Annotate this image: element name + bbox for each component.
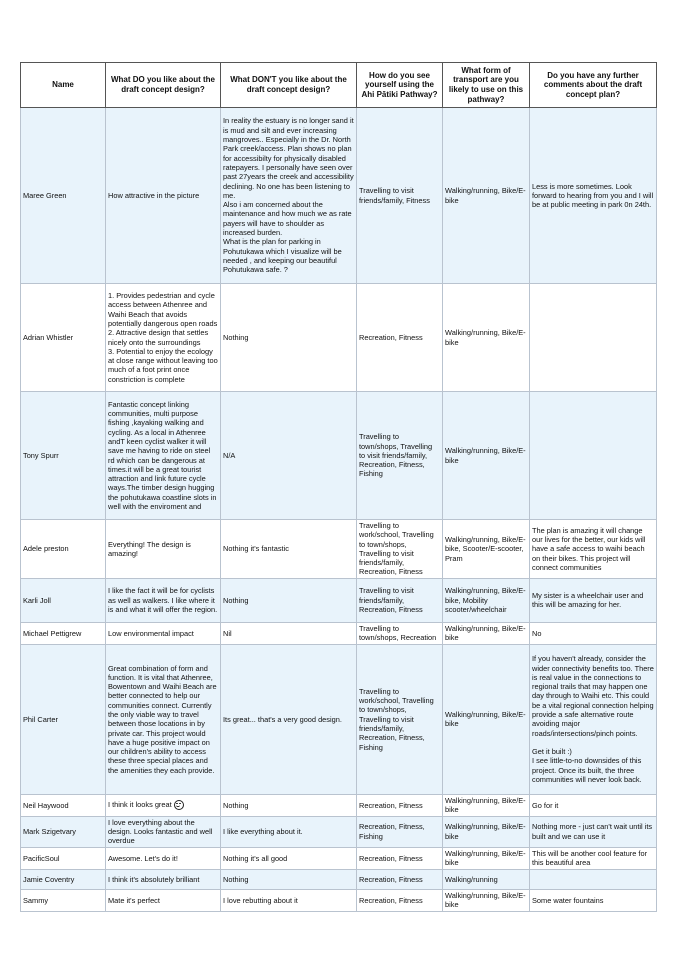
cell-transport: Walking/running [443, 869, 530, 889]
cell-comments: My sister is a wheelchair user and this will be amazing for her. [530, 578, 657, 622]
cell-comments [530, 392, 657, 520]
header-row [21, 63, 657, 108]
cell-comments [530, 284, 657, 392]
cell-name: Neil Haywood [21, 794, 106, 816]
header-like: What DO you like about the draft concept design? [106, 63, 221, 108]
cell-name: Jamie Coventry [21, 869, 106, 889]
cell-name: Adele preston [21, 520, 106, 579]
cell-dislike: Its great... that's a very good design. [221, 644, 357, 794]
cell-name: Maree Green [21, 108, 106, 284]
cell-like: How attractive in the picture [106, 108, 221, 284]
cell-transport: Walking/running, Bike/E-bike [443, 889, 530, 911]
cell-usage: Recreation, Fitness [357, 847, 443, 869]
cell-comments: Less is more sometimes. Look forward to hearing from you and I will be at public meeting in park 0n 24th. [530, 108, 657, 284]
table-row [21, 644, 657, 794]
table-row [21, 392, 657, 520]
header-usage: How do you see yourself using the Ahi Pātiki Pathway? [357, 63, 443, 108]
cell-dislike: I like everything about it. [221, 816, 357, 847]
cell-usage: Travelling to visit friends/family, Fitness [357, 108, 443, 284]
cell-like: Awesome. Let's do it! [106, 847, 221, 869]
cell-dislike: Nothing [221, 284, 357, 392]
table-row [21, 816, 657, 847]
cell-transport: Walking/running, Bike/E-bike [443, 392, 530, 520]
cell-like: I like the fact it will be for cyclists as well as walkers. I like where it is and what it will offer the region. [106, 578, 221, 622]
cell-usage: Travelling to work/school, Travelling to town/shops, Travelling to visit friends/family, Recreation, Fitness, Fishing [357, 644, 443, 794]
table-row [21, 108, 657, 284]
cell-dislike: Nothing [221, 869, 357, 889]
cell-dislike: Nothing it's all good [221, 847, 357, 869]
cell-usage: Travelling to town/shops, Recreation [357, 622, 443, 644]
cell-like: Great combination of form and function. It is vital that Athenree, Bowentown and Waihi Beach are better connected to help our communities connect. Currently the only viable way to travel between those locations in by private car. This project would have a huge positive impact on our children's ability to access these three special places and the amenities they each provide. [106, 644, 221, 794]
cell-usage: Recreation, Fitness [357, 889, 443, 911]
table-row [21, 284, 657, 392]
cell-dislike: Nothing [221, 578, 357, 622]
cell-name: Adrian Whistler [21, 284, 106, 392]
cell-comments: This will be another cool feature for this beautiful area [530, 847, 657, 869]
header-transport: What form of transport are you likely to use on this pathway? [443, 63, 530, 108]
cell-like: I love everything about the design. Looks fantastic and well overdue [106, 816, 221, 847]
cell-usage: Travelling to work/school, Travelling to town/shops, Travelling to visit friends/family, Recreation, Fitness [357, 520, 443, 579]
cell-comments: Nothing more - just can't wait until its built and we can use it [530, 816, 657, 847]
cell-like: Fantastic concept linking communities, multi purpose fishing ,kayaking walking and cycling. As a local in Athenree andT keen cyclist walker it will save me having to ride on steel rd which can be dangerous at times.it will be a great tourist attraction and link future cycle ways.The timber design hugging the pohutukawa coastline slots in well with the enviroment and [106, 392, 221, 520]
cell-transport: Walking/running, Bike/E-bike [443, 284, 530, 392]
cell-usage: Recreation, Fitness, Fishing [357, 816, 443, 847]
header-name: Name [21, 63, 106, 108]
cell-name: Michael Pettigrew [21, 622, 106, 644]
cell-usage: Recreation, Fitness [357, 284, 443, 392]
cell-usage: Recreation, Fitness [357, 869, 443, 889]
table-row [21, 520, 657, 579]
cell-like: 1. Provides pedestrian and cycle access between Athenree and Waihi Beach that avoids potentially dangerous open roads 2. Attractive design that settles nicely onto the surroundings 3. Potential to enjoy the ecology at close range without leaving too much of a foot print once constriction is complete [106, 284, 221, 392]
cell-transport: Walking/running, Bike/E-bike [443, 644, 530, 794]
table-row [21, 869, 657, 889]
cell-like: I think it looks great [106, 794, 221, 816]
feedback-table [20, 62, 657, 912]
cell-name: Sammy [21, 889, 106, 911]
cell-usage: Travelling to town/shops, Travelling to visit friends/family, Recreation, Fitness, Fishing [357, 392, 443, 520]
cell-comments: If you haven't already, consider the wider connectivity benefits too. There is real value in the connections to regional trails that may happen one day through to Waihi etc. This could be a vital regional connection helping provide a safe alternative route avoiding major roads/intersections/pinch points. Get it built :) I see little-to-no downsides of this project. Once its built, the three communities will never look back. [530, 644, 657, 794]
cell-name: Phil Carter [21, 644, 106, 794]
cell-transport: Walking/running, Bike/E-bike [443, 108, 530, 284]
cell-transport: Walking/running, Bike/E-bike, Scooter/E-scooter, Pram [443, 520, 530, 579]
cell-dislike: In reality the estuary is no longer sand it is mud and silt and ever increasing mangroves.. Especially in the Dr. North Park creek/access. Plan shows no plan for accessibilty for physically disabled ratepayers. I personally have seen over past 27years the creek and accessibility declining. No one has been listening to me. Also i am concerned about the maintenance and how much we as rate payers will have to shoulder as increased burden. What is the plan for parking in Pohutukawa which I visualize will be needed , and keeping our beautiful Pohutukawa safe. ? [221, 108, 357, 284]
table-row [21, 794, 657, 816]
cell-dislike: I love rebutting about it [221, 889, 357, 911]
cell-comments: Some water fountains [530, 889, 657, 911]
cell-dislike: Nothing it's fantastic [221, 520, 357, 579]
cell-comments: Go for it [530, 794, 657, 816]
cell-comments [530, 869, 657, 889]
cell-like: Mate it's perfect [106, 889, 221, 911]
cell-name: PacificSoul [21, 847, 106, 869]
cell-like: Low environmental impact [106, 622, 221, 644]
cell-transport: Walking/running, Bike/E-bike [443, 816, 530, 847]
cell-usage: Recreation, Fitness [357, 794, 443, 816]
header-dislike: What DON'T you like about the draft concept design? [221, 63, 357, 108]
table-row [21, 889, 657, 911]
table-row [21, 847, 657, 869]
cell-transport: Walking/running, Bike/E-bike [443, 847, 530, 869]
cell-dislike: Nothing [221, 794, 357, 816]
table-row [21, 578, 657, 622]
smiley-face-icon [174, 800, 184, 810]
cell-dislike: Nil [221, 622, 357, 644]
header-comments: Do you have any further comments about the draft concept plan? [530, 63, 657, 108]
cell-like: Everything! The design is amazing! [106, 520, 221, 579]
cell-transport: Walking/running, Bike/E-bike, Mobility scooter/wheelchair [443, 578, 530, 622]
cell-transport: Walking/running, Bike/E-bike [443, 622, 530, 644]
cell-name: Karli Joll [21, 578, 106, 622]
cell-comments: No [530, 622, 657, 644]
cell-dislike: N/A [221, 392, 357, 520]
cell-comments: The plan is amazing it will change our lives for the better, our kids will have a safe access to waihi beach on their bikes. This project will connect communities [530, 520, 657, 579]
cell-name: Tony Spurr [21, 392, 106, 520]
cell-usage: Travelling to visit friends/family, Recreation, Fitness [357, 578, 443, 622]
cell-like: I think it's absolutely brilliant [106, 869, 221, 889]
cell-transport: Walking/running, Bike/E-bike [443, 794, 530, 816]
table-row [21, 622, 657, 644]
cell-name: Mark Szigetvary [21, 816, 106, 847]
